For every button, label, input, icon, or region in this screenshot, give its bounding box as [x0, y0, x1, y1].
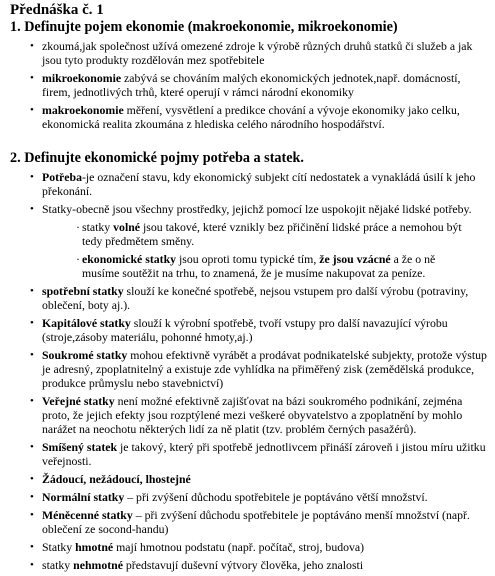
bullet-icon: • [30, 559, 34, 571]
bullet-icon: • [30, 285, 34, 297]
list-item: • Méněcenné statky – při zvýšení důchodu spotřebitele je poptáváno menší množství (např. oblečení ze socond-handu) [30, 508, 470, 536]
list-item: • makroekonomie měření, vysvětlení a predikce chování a vývoje ekonomiky jako celku, ekonomická realita zkoumána z hlediska celého národního hospodářství. [30, 103, 460, 131]
list-item: • Kapitálové statky slouží k výrobní spotřebě, tvoří vstupy pro další navazující výrobu (stroje,zásoby materiálu, pohonné hmoty,aj.) [30, 316, 448, 344]
sub-item: · ekonomické statky jsou oproti tomu typické tím, že jsou vzácné a že o ně musíme soutěžit na trhu, to znamená, že je musíme nakupovat za peníze. [76, 252, 436, 280]
bullet-icon: • [30, 491, 34, 503]
question-1-list [0, 39, 495, 135]
list-item: • Soukromé statky mohou efektivně vyrábět a prodávat podnikatelské subjekty, protože výstup je adresný, zpoplatnitelný a existuje zde vyhlídka na přiměřený zisk (zemědělská produkce, produkce průmyslu nebo stavebnictví) [30, 348, 487, 390]
list-item: • mikroekonomie zabývá se chováním malých ekonomických jednotek,např. domácností, firem, jednotlivých trhů, které operují v rámci národní ekonomiky [30, 71, 461, 99]
list-item: • Statky hmotné mají hmotnou podstatu (např. počítač, stroj, budova) [30, 540, 365, 554]
bullet-icon: • [30, 317, 34, 329]
question-2-list [0, 170, 495, 576]
list-item: • spotřební statky slouží ke konečné spotřebě, nejsou vstupem pro další výrobu (potraviny, oblečení, boty aj.). [30, 284, 469, 312]
dot-icon: · [76, 220, 80, 234]
bullet-icon: • [30, 509, 34, 521]
dot-icon: · [76, 252, 80, 266]
list-item: • Potřeba-je označení stavu, kdy ekonomický subjekt cítí nedostatek a vynakládá úsilí k jeho překonání. [30, 170, 476, 198]
lecture-title: Přednáška č. 1 [10, 2, 104, 18]
list-item: • Smíšený statek je takový, který při spotřebě jednotlivcem přináší zároveň i jistou míru užitku veřejnosti. [30, 440, 486, 468]
sub-item: · statky volné jsou takové, které vznikly bez přičinění lidské práce a nemohou být tedy předmětem směny. [76, 220, 462, 248]
bullet-icon: • [30, 473, 34, 485]
list-item: • statky nehmotné představují duševní výtvory člověka, jeho znalosti [30, 558, 364, 572]
bullet-icon: • [30, 40, 34, 52]
list-item: • zkoumá,jak společnost užívá omezené zdroje k výrobě různých druhů statků či služeb a jak jsou tyto produkty rozdělován mez spotřebitele [30, 39, 473, 67]
bullet-icon: • [30, 104, 34, 116]
list-item: • Žádoucí, nežádoucí, lhostejné [30, 472, 191, 486]
bullet-icon: • [30, 541, 34, 553]
bullet-icon: • [30, 203, 34, 215]
question-2-heading: 2. Definujte ekonomické pojmy potřeba a statek. [10, 150, 304, 166]
bullet-icon: • [30, 395, 34, 407]
bullet-icon: • [30, 171, 34, 183]
list-item: • Normální statky – při zvýšení důchodu spotřebitele je poptáváno větší množství. [30, 490, 428, 504]
list-item: • Veřejné statky není možné efektivně zajišťovat na bázi soukromého podnikání, zejména proto, že jejich efekty jsou rozptýlené mezi veškeré obyvatelstvo a zpoplatnění by mohlo narážet na neochotu některých lidí za ně platit (tzv. problém černých pasažérů). [30, 394, 463, 436]
question-1-heading: 1. Definujte pojem ekonomie (makroekonomie, mikroekonomie) [10, 19, 398, 35]
list-item: • Statky-obecně jsou všechny prostředky, jejichž pomocí lze uspokojit nějaké lidské potřeby. [30, 202, 472, 216]
bullet-icon: • [30, 441, 34, 453]
bullet-icon: • [30, 72, 34, 84]
bullet-icon: • [30, 349, 34, 361]
